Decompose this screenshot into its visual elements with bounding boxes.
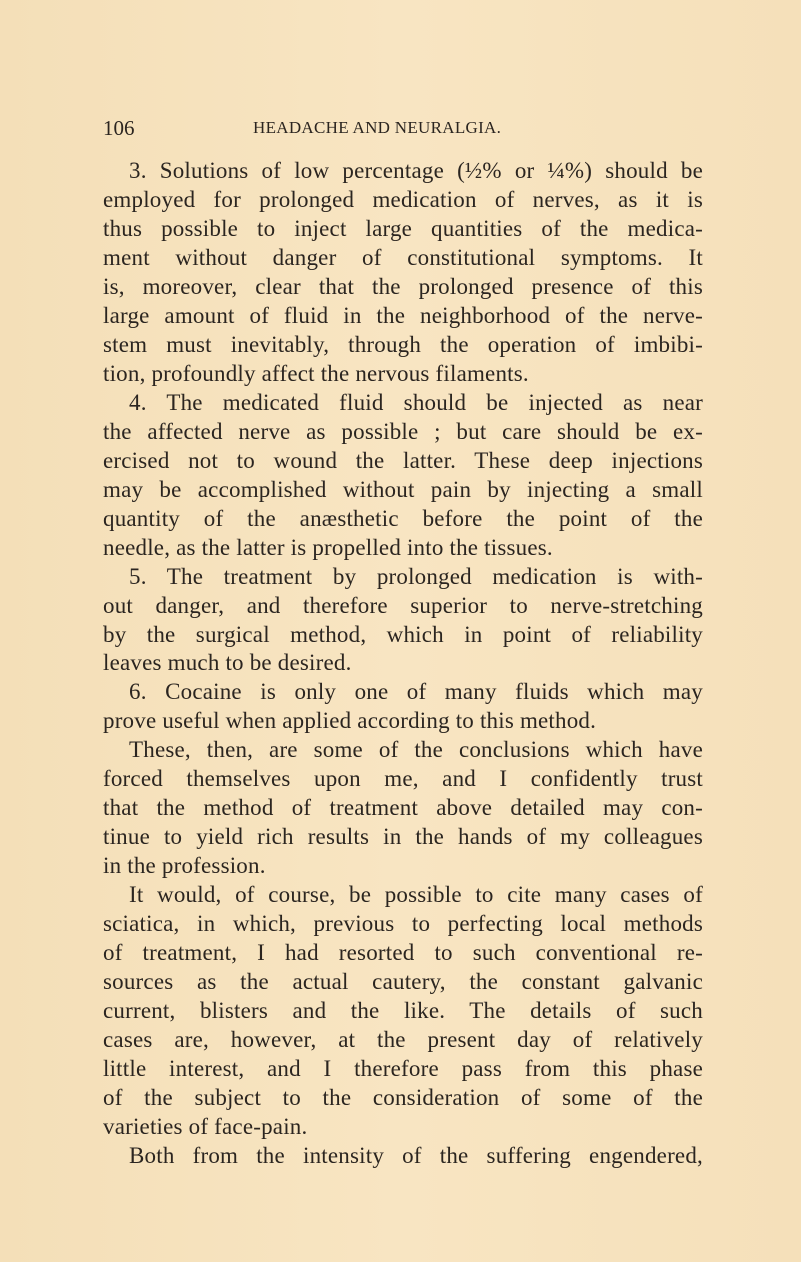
text-line: 5. The treatment by prolonged medication is with- [129, 563, 703, 589]
running-title: HEADACHE AND NEURALGIA. [253, 118, 502, 137]
text-line: large amount of fluid in the neighborhood of the nerve- [103, 302, 703, 328]
text-line: little interest, and I therefore pass from this phase [103, 1056, 703, 1082]
text-line: leaves much to be desired. [103, 650, 352, 676]
text-line: by the surgical method, which in point of reliability [103, 621, 703, 647]
text-line: of the subject to the consideration of some of the [103, 1085, 703, 1110]
text-line: that the method of treatment above detailed may con- [103, 795, 703, 821]
page-number: 106 [103, 116, 135, 140]
text-line: of treatment, I had resorted to such conventional re- [103, 940, 703, 966]
text-line: the affected nerve as possible ; but care should be ex- [103, 418, 703, 444]
text-line: forced themselves upon me, and I confidently trust [103, 766, 703, 792]
body-text [103, 157, 703, 1171]
text-line: These, then, are some of the conclusions which have [129, 737, 703, 763]
text-line: 3. Solutions of low percentage (½% or ¼%) should be [129, 158, 703, 183]
text-line: prove useful when applied according to this method. [103, 708, 597, 734]
text-line: ercised not to wound the latter. These deep injections [103, 447, 703, 473]
text-line: employed for prolonged medication of nerves, as it is [103, 186, 703, 212]
running-header [103, 116, 703, 144]
text-line: quantity of the anæsthetic before the point of the [103, 505, 703, 531]
text-line: stem must inevitably, through the operation of imbibi- [103, 331, 703, 357]
text-line: 4. The medicated fluid should be injected as near [129, 389, 703, 415]
text-line: in the profession. [103, 853, 266, 879]
text-line: sources as the actual cautery, the constant galvanic [103, 969, 703, 995]
text-line: current, blisters and the like. The details of such [103, 998, 703, 1024]
text-line: ment without danger of constitutional symptoms. It [103, 244, 703, 270]
text-line: Both from the intensity of the suffering engendered, [129, 1142, 703, 1168]
text-line: tion, profoundly affect the nervous filaments. [103, 360, 529, 386]
text-line: 6. Cocaine is only one of many fluids which may [129, 679, 703, 705]
text-line: cases are, however, at the present day of relatively [103, 1027, 703, 1053]
text-line: out danger, and therefore superior to nerve-stretching [103, 592, 703, 618]
text-line: sciatica, in which, previous to perfecting local methods [103, 911, 703, 937]
text-line: may be accomplished without pain by injecting a small [103, 476, 703, 502]
text-line: tinue to yield rich results in the hands of my colleagues [103, 824, 703, 850]
text-line: is, moreover, clear that the prolonged presence of this [103, 273, 703, 299]
text-line: thus possible to inject large quantities of the medica- [103, 215, 703, 241]
text-line: varieties of face-pain. [103, 1113, 308, 1139]
text-line: needle, as the latter is propelled into the tissues. [103, 534, 553, 560]
text-line: It would, of course, be possible to cite many cases of [129, 882, 703, 908]
